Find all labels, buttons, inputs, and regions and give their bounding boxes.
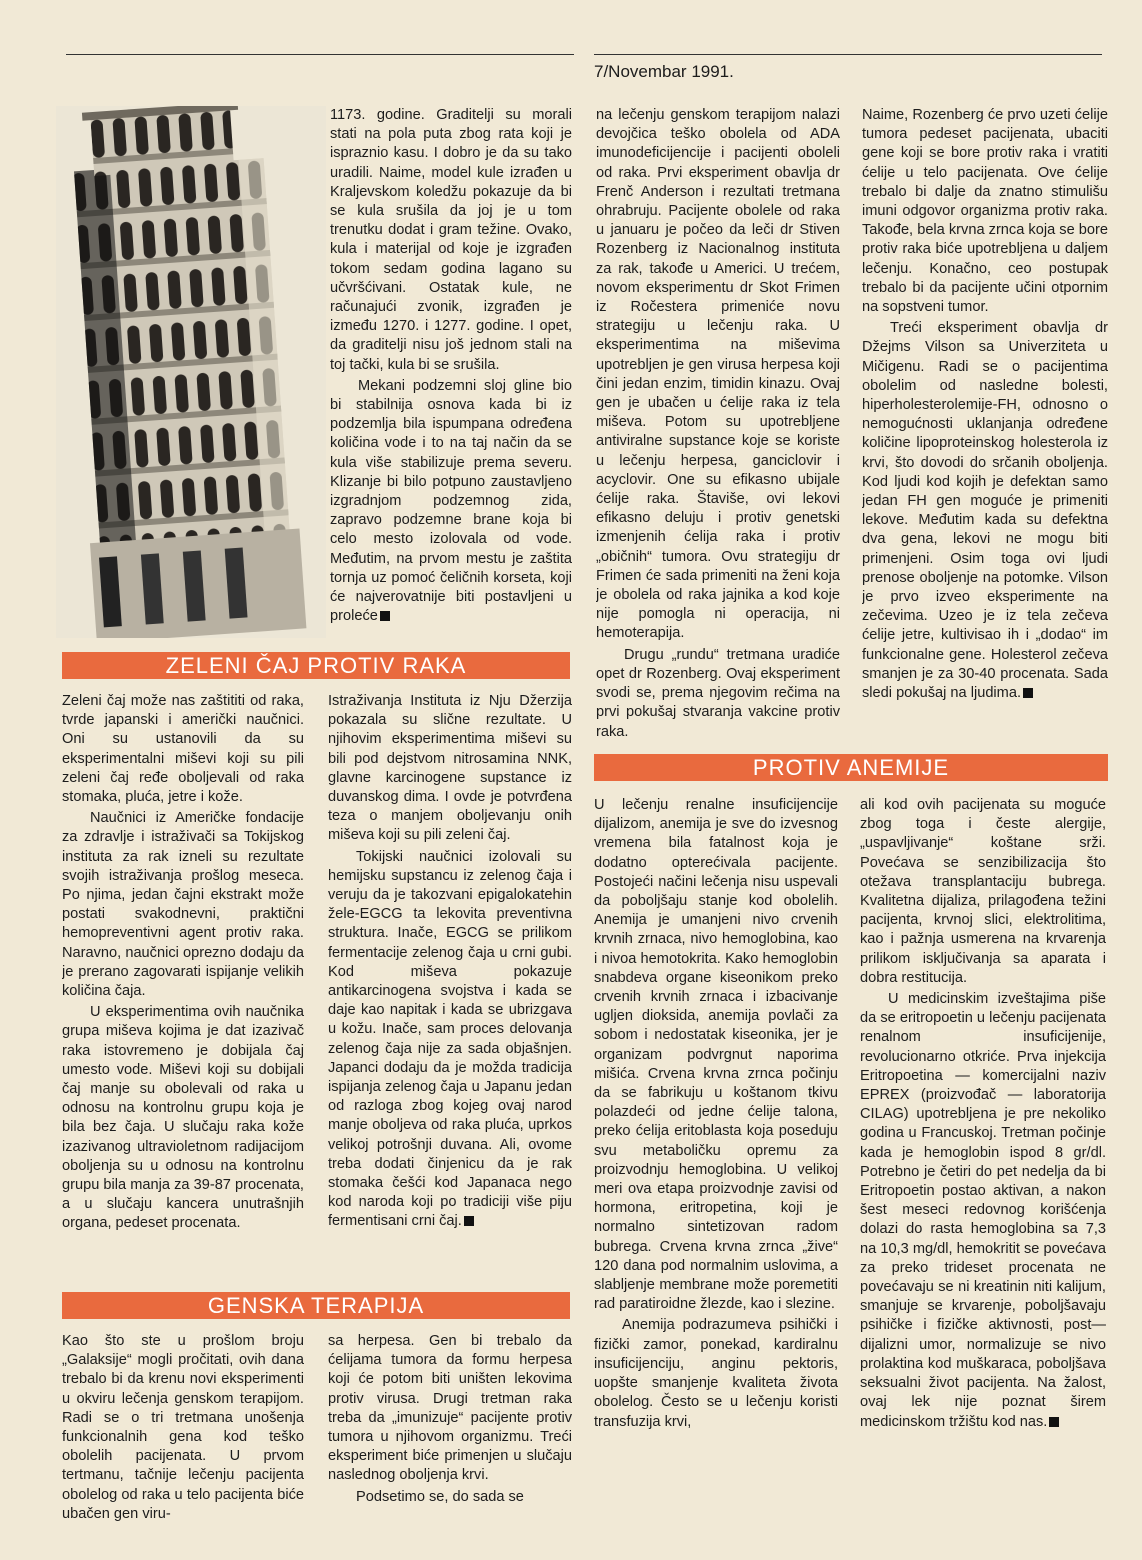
end-mark-icon [1023, 688, 1033, 698]
issue-date: 7/Novembar 1991. [594, 62, 734, 81]
leaning-tower-of-pisa-photo-icon [56, 106, 326, 638]
anemia-paragraph-4: U medicinskim izveštajima piše da se eritropoetin u lečenju pacijenata renalnom insuficijenije, revolucionarno otkriće. Prva injekcija Eritropoetina — komercijalni naziv EPREX (proizvođač — laboratorija CILAG) upotrebljena je pre nekoliko godina u Francuskoj. Tretman počinje kada je hemoglobin ispod 8 gr/dl. Potrebno je četiri do pet nedelja da bi Eritropoetin postao aktivan, a nakon šest meseci redovnog korišćenja dolazi do rasta hemoglobina sa 7,3 na 10,3 mg/dl, hemokritit se povećava za preko trideset procenata ne povećavaju se ni kreatinin niti kalijum, smanjuje se krvarenje, poboljšavaju psihičke i fizičke aktivnosti, post—dijalizni umor, normalizuje se nivo prolaktina kod muškaraca, poboljšava seksualni život pacijenta. Na žalost, ovaj lek nije poznat širem medicinskom tržištu kod nas. [860, 991, 1106, 1430]
green-tea-column-1 [62, 692, 304, 1282]
gene-therapy-intro-paragraph: Kao što ste u prošlom broju „Galaksije“ mogli pročitati, ovih dana trebalo bi da krenu novi eksperimenti u okviru lečenja genskom terapijom. Radi se o tri tretmana unošenja funkcionalnih gena kod teško obolelih pacijenata. U prvom tertmanu, tačnije lečenju pacijenta obolelog od raka u telo pacijenta biće ubačen gen viru- [62, 1333, 304, 1522]
pisa-article-column [330, 106, 572, 636]
gene-therapy-column-4 [862, 106, 1108, 742]
anemia-column-2 [860, 796, 1106, 1486]
anemia-paragraph-1: U lečenju renalne insuficijencije dijalizom, anemija je sve do izvesnog vremena bila fatalnost koja je dodatno opterećivala paciјente. Postojeći načini lečenja nisu uspevali da poboljšaju stanje kod obolelih. Anemija je umanjeni nivo crvenih krvnih zrnaca, nivo hemoglobina, kao i nivoa hemotokrita. Kako hemoglobin snabdeva organe kiseonikom preko crvenih krvnih zrnaca i izbacivanje ugljen dioksida, anemija povlači za sobom i nedostatak kiseonika, jer je organizam podvrgnut naporima mišića. Crvena krvna zrnca počinju da se fabrikuju u koštanom tkivu polazdeći od jedne ćelije talona, preko ćelija eritoblasta koja poseduju svu metaboličku opremu za proizvodnju hemoglobina. U velikoj meri ova etapa proizvodnje zavisi od hormona, eritropetina, koji je normalno sintetizovan radom bubrega. Crvena krvna zrnca „žive“ 120 dana pod normalnim uslovima, a slabljenje membrane može poremetiti rad paratiroidne žlezde, kao i slezine. [594, 797, 838, 1313]
gene-therapy-paragraph-3: Naime, Rozenberg će prvo uzeti ćelije tumora pedeset pacijenata, ubaciti gene koji se bore protiv raka i vratiti ćelije u telo pacijenata. Ove ćelije trebalo bi dalje da znatno stimulišu imuni odgovor organizma protiv raka. Takođe, bela krvna zrnca koja se bore protiv raka biće upotrebljena u daljem lečenju. Konačno, ceo postupak trebalo bi da pacijente učini otpornim na sopstveni tumor. [862, 107, 1108, 316]
leaning-tower-photo [56, 106, 326, 638]
gene-therapy-paragraph-4: Treći eksperiment obavlja dr Džejms Vilson sa Univerziteta u Mičigenu. Radi se o pacijentima obolelim od naslednе bolesti, hiperholesterolemije-FH, odnosno o nemogućnosti uklanjanja određene količine lipoproteinskog holesterola iz krvi, što dovodi do srčanih oboljenja. Kod ljudi kod kojih je defektan samo jedan FH gen moguće je primeniti lekove. Međutim kada su defektna dva gena, lekovi ne mogu biti primenjeni. Osim toga ovi ljudi prenose oboljenje na potomke. Vilson je prvo izveo eksperimente na zečevima. Uzeo je iz tela zečeva ćelije jetre, kultivisao ih i „dodao“ im funkcionalne gene. Holesterol zečeva smanjen je za 30-40 procenata. Sada sledi pokušaj na ljudima. [862, 320, 1108, 702]
end-mark-icon [380, 611, 390, 621]
anemia-headline: PROTIV ANEMIJE [594, 754, 1108, 781]
end-mark-icon [464, 1216, 474, 1226]
header-rule-right [594, 54, 1102, 55]
gene-therapy-headline: GENSKA TERAPIJA [62, 1292, 570, 1319]
gene-therapy-intro-column-2 [328, 1332, 572, 1532]
anemia-column-1 [594, 796, 838, 1456]
anemia-paragraph-2: Anemija podrazumeva psihički i fizički zamor, ponekad, kardiralnu insuficijenciju, anginu pektoris, uopšte smanjenje kvaliteta života obolelog. Često se u lečenju koristi transfuzija krvi, [594, 1317, 838, 1430]
gene-therapy-column-3 [596, 106, 840, 742]
end-mark-icon [1049, 1417, 1059, 1427]
gene-therapy-paragraph: na lečenju genskom terapijom nalazi devojčica teško obolela od ADA imunodeficijencije i pacijenti oboleli od raka. Prvi eksperiment obavlja dr Frenč Anderson i rezultati tretmana ohrabruju. Pacijente obolele od raka u januaru je počeo da leči dr Stiven Rozenberg iz Nacionalnog instituta za rak, takođe u Americi. U trećem, novom eksperimentu dr Skot Frimen iz Ročestera primeniće novu strategiju u lečenju raka. U eksperimentima na miševima upotrebljen je gen virusa herpesa koji čini jedan enzim, timidin kinazu. Ovaj gen je ubačen u ćelije raka iz tela miševa. Potom su upotrebljene antiviralne supstance koje se koriste u lečenju herpesa, ganciclovir i acyclovir. One su efikasno ubijale ćelije raka. Štaviše, ovi lekovi efikasno deluju i protiv genetski izmenjenih ćelija raka i protiv „običnih“ tumora. Ovu strategiju dr Frimen će sada primeniti na ženi koja je obolela od raka jajnika a kod koje nije pomogla ni operacija, ni hemoterapija. [596, 107, 840, 642]
green-tea-paragraph-2: Naučnici iz Američke fondacije za zdravlje i istraživači sa Tokijskog instituta za rak izneli su rezultate svojih istraživanja prošlog meseca. Po njima, jedan čajni ekstrakt može postati svakodnevni, praktični hemopreventivni agent protiv raka. Naravno, naučnici oprezno dodaju da je prerano zagovarati ispijanje velikih količina čaja. [62, 810, 304, 1000]
pisa-paragraph-1: 1173. godine. Graditelji su morali stati na pola puta zbog rata koji je ispraznio kasu. I dobro je da su tako uradili. Naime, model kule izrađen u Kraljevskom koledžu pokazuje da bi se kula srušila da joj je u tom trenutku dodat i gram težine. Ovako, kula i materijal od koje je izgrađen tokom sedam godina lagano su učvršćivani. Ostatak kule, ne računajući zvonik, izgrađen je između 1270. i 1277. godine. I opet, da graditelji nisu još jednom stali na toj tački, kula bi se srušila. [330, 107, 572, 373]
green-tea-headline: ZELENI ČAJ PROTIV RAKA [62, 652, 570, 679]
green-tea-paragraph-5: Tokijski naučnici izolovali su hemijsku supstancu iz zelenog čaja i veruju da je takozvani epigalokatehin žele-EGCG ta lekovita preventivna struktura. Inače, EGCG se prilikom fermentacije zelenog čaja u crni gubi. Kod miševa pokazuje antikarcinogena svojstva i kada se daje kao napitak i kada se ubrizgava u kožu. Inače, sam proces delovanja zelenog čaja nije za sada objašnjen. Japanci dodaju da je možda tradicija ispijanja zelenog čaja u Japanu jedan od razloga zbog kojeg ovaj narod manje obolјeva od raka pluća, uprkos velikoj potrošnji duvana. Ali, ovome treba dodati činjenicu da je rak stomaka češći kod Japanaca nego kod naroda koji po tradiciji više piju fermentisani crni čaj. [328, 848, 572, 1230]
green-tea-paragraph-1: Zeleni čaj može nas zaštititi od raka, tvrde japanski i američki naučnici. Oni su ustanovili da su eksperimentalni miševi koji su pili zeleni čaj ređe obolјevali od raka stomaka, pluća, jetre i kože. [62, 693, 304, 806]
green-tea-paragraph-3: U eksperimentima ovih naučnika grupa miševa kojima je dat izazivač raka istovremeno je dobijala čaj umesto vode. Miševi koji su dobijali čaj manje su obolevali od raka u odnosu na kontrolnu grupu koja je bila bez čaja. U slučaju raka kože izazivanog ultravioletnom radijacijom oboljenja su u odnosu na kontrolnu grupu bila manja za 39-87 procenata, a u slučaju kancera unutrašnjih organa, pedeset procenata. [62, 1004, 304, 1232]
green-tea-paragraph-4: Istraživanja Instituta iz Nju Džerzija pokazala su slične rezultate. U njihovim eksperimentima miševi su bili pod dejstvom nitrosamina NNK, glavne karcinogene supstance iz duvanskog dima. I ovde je potvrđena teza o manjem obolјevanju onih miševa koji su pili zeleni čaj. [328, 693, 572, 844]
gene-therapy-intro-paragraph-3: Podsetimo se, do sada se [356, 1488, 524, 1505]
header-rule-left [66, 54, 574, 55]
gene-therapy-paragraph-2: Drugu „rundu“ tretmana uradiće opet dr Rozenberg. Ovaj eksperiment svodi se, prema njegovim rečima na prvi pokušaj stvaranja vakcine protiv raka. [596, 646, 840, 740]
gene-therapy-intro-column-1 [62, 1332, 304, 1532]
green-tea-column-2 [328, 692, 572, 1282]
anemia-paragraph-3: ali kod ovih pacijenata su moguće zbog toga i česte alergije, „uspavljivanje“ koštane srži. Povećava se senzibilizacija što otežava transplantaciju bubrega. Kvalitetna dijaliza, prilagođena težini pacijenta, krvnoj slici, elektrolitima, kao i pažnja usmerena na krvarenja prilikom isključivanja sa aparata i dobra restitucija. [860, 797, 1106, 986]
gene-therapy-intro-paragraph-2: sa herpesa. Gen bi trebalo da ćelijama tumora da formu herpesa koji će potom biti uništen lekovima protiv virusa. Drugi tretman raka treba da „imunizuje“ pacijente protiv tumora u njihovom organizmu. Treći eksperiment biće primenjen u slučaju naslednog oboljenja krvi. [328, 1333, 572, 1484]
pisa-paragraph-2: Mekani podzemni sloj gline bio bi stabilnija osnova kada bi iz podzemlja bila ispumpana određena količina vode i to na taj način da se kula više stabilizuje prema severu. Klizanje bi bilo potpuno zaustavljeno izgradnjom podzemnog zida, zapravo podzemne brane koja bi celo mesto izolovala od vode. Međutim, na prvom mestu je zaštita tornja uz pomoć čeličnih korseta, koji će najverovatnije biti postavljeni u proleće [330, 377, 572, 625]
